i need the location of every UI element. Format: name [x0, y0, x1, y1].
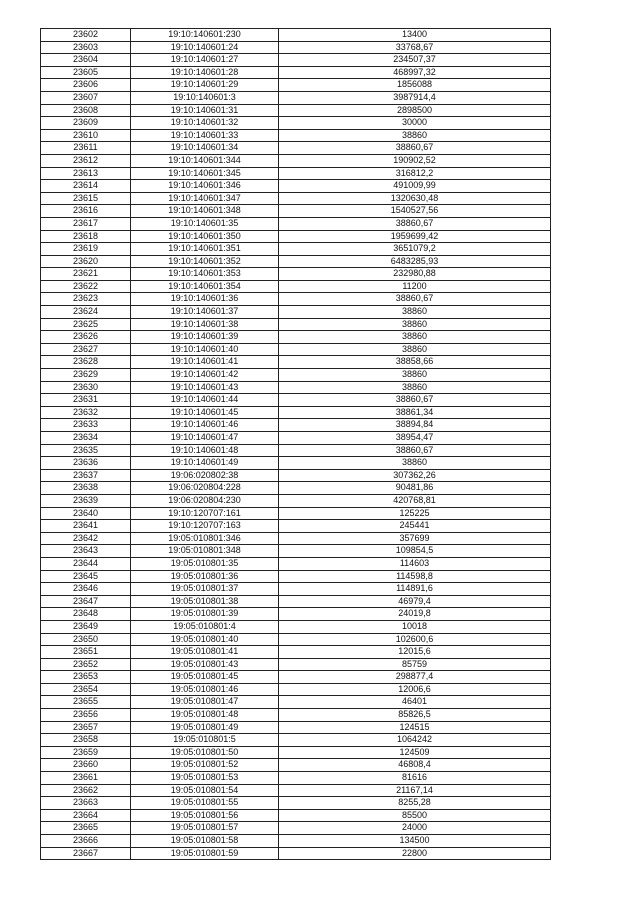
- cadastral-number-cell: 19:10:140601:35: [131, 217, 279, 230]
- row-number-cell: 23641: [41, 520, 131, 533]
- cadastral-number-cell: 19:05:010801:37: [131, 583, 279, 596]
- row-number-cell: 23639: [41, 494, 131, 507]
- value-cell: 102600,6: [279, 633, 551, 646]
- row-number-cell: 23656: [41, 709, 131, 722]
- cadastral-number-cell: 19:10:140601:348: [131, 205, 279, 218]
- table-row: [41, 759, 551, 772]
- cadastral-number-cell: 19:06:020804:230: [131, 494, 279, 507]
- row-number-cell: 23622: [41, 280, 131, 293]
- table-row: [41, 306, 551, 319]
- cadastral-number-cell: 19:10:140601:3: [131, 91, 279, 104]
- row-number-cell: 23644: [41, 557, 131, 570]
- value-cell: 232980,88: [279, 268, 551, 281]
- table-row: [41, 104, 551, 117]
- value-cell: 1320630,48: [279, 192, 551, 205]
- value-cell: 38860: [279, 318, 551, 331]
- row-number-cell: 23660: [41, 759, 131, 772]
- row-number-cell: 23651: [41, 646, 131, 659]
- value-cell: 1856088: [279, 79, 551, 92]
- row-number-cell: 23646: [41, 583, 131, 596]
- table-row: [41, 293, 551, 306]
- table-row: [41, 809, 551, 822]
- value-cell: 30000: [279, 117, 551, 130]
- cadastral-number-cell: 19:10:140601:39: [131, 331, 279, 344]
- value-cell: 12015,6: [279, 646, 551, 659]
- cadastral-number-cell: 19:05:010801:57: [131, 822, 279, 835]
- row-number-cell: 23627: [41, 343, 131, 356]
- value-cell: 1540527,56: [279, 205, 551, 218]
- table-row: [41, 230, 551, 243]
- table-row: [41, 583, 551, 596]
- table-row: [41, 457, 551, 470]
- value-cell: 46808,4: [279, 759, 551, 772]
- row-number-cell: 23654: [41, 683, 131, 696]
- value-cell: 1064242: [279, 734, 551, 747]
- cadastral-number-cell: 19:05:010801:38: [131, 595, 279, 608]
- value-cell: 38860: [279, 331, 551, 344]
- value-cell: 85826,5: [279, 709, 551, 722]
- row-number-cell: 23617: [41, 217, 131, 230]
- value-cell: 81616: [279, 772, 551, 785]
- row-number-cell: 23657: [41, 721, 131, 734]
- row-number-cell: 23640: [41, 507, 131, 520]
- value-cell: 85500: [279, 809, 551, 822]
- value-cell: 134500: [279, 835, 551, 848]
- value-cell: 38861,34: [279, 406, 551, 419]
- table-row: [41, 482, 551, 495]
- cadastral-number-cell: 19:10:140601:353: [131, 268, 279, 281]
- row-number-cell: 23607: [41, 91, 131, 104]
- table-row: [41, 646, 551, 659]
- table-row: [41, 154, 551, 167]
- table-row: [41, 520, 551, 533]
- cadastral-number-cell: 19:10:140601:346: [131, 180, 279, 193]
- row-number-cell: 23604: [41, 54, 131, 67]
- table-row: [41, 822, 551, 835]
- cadastral-number-cell: 19:10:140601:350: [131, 230, 279, 243]
- row-number-cell: 23667: [41, 847, 131, 860]
- row-number-cell: 23666: [41, 835, 131, 848]
- row-number-cell: 23613: [41, 167, 131, 180]
- row-number-cell: 23647: [41, 595, 131, 608]
- value-cell: 22800: [279, 847, 551, 860]
- table-row: [41, 180, 551, 193]
- value-cell: 298877,4: [279, 671, 551, 684]
- value-cell: 38860: [279, 457, 551, 470]
- cadastral-number-cell: 19:10:140601:347: [131, 192, 279, 205]
- row-number-cell: 23664: [41, 809, 131, 822]
- table-row: [41, 280, 551, 293]
- cadastral-number-cell: 19:10:140601:38: [131, 318, 279, 331]
- value-cell: 316812,2: [279, 167, 551, 180]
- row-number-cell: 23606: [41, 79, 131, 92]
- cadastral-number-cell: 19:05:010801:47: [131, 696, 279, 709]
- row-number-cell: 23635: [41, 444, 131, 457]
- table-row: [41, 469, 551, 482]
- value-cell: 38860: [279, 306, 551, 319]
- value-cell: 125225: [279, 507, 551, 520]
- table-row: [41, 381, 551, 394]
- table-row: [41, 658, 551, 671]
- cadastral-number-cell: 19:05:010801:35: [131, 557, 279, 570]
- cadastral-number-cell: 19:10:140601:48: [131, 444, 279, 457]
- row-number-cell: 23602: [41, 29, 131, 42]
- table-row: [41, 142, 551, 155]
- value-cell: 114891,6: [279, 583, 551, 596]
- row-number-cell: 23637: [41, 469, 131, 482]
- table-row: [41, 709, 551, 722]
- cadastral-number-cell: 19:10:140601:345: [131, 167, 279, 180]
- table-row: [41, 608, 551, 621]
- value-cell: 38860,67: [279, 142, 551, 155]
- table-row: [41, 847, 551, 860]
- row-number-cell: 23618: [41, 230, 131, 243]
- table-row: [41, 217, 551, 230]
- row-number-cell: 23611: [41, 142, 131, 155]
- value-cell: 38860: [279, 369, 551, 382]
- cadastral-number-cell: 19:10:140601:42: [131, 369, 279, 382]
- cadastral-number-cell: 19:05:010801:55: [131, 797, 279, 810]
- row-number-cell: 23605: [41, 66, 131, 79]
- row-number-cell: 23650: [41, 633, 131, 646]
- row-number-cell: 23632: [41, 406, 131, 419]
- value-cell: 90481,86: [279, 482, 551, 495]
- row-number-cell: 23621: [41, 268, 131, 281]
- value-cell: 38954,47: [279, 432, 551, 445]
- cadastral-number-cell: 19:10:140601:34: [131, 142, 279, 155]
- cadastral-number-cell: 19:05:010801:5: [131, 734, 279, 747]
- value-cell: 85759: [279, 658, 551, 671]
- value-cell: 38858,66: [279, 356, 551, 369]
- row-number-cell: 23626: [41, 331, 131, 344]
- table-row: [41, 343, 551, 356]
- value-cell: 245441: [279, 520, 551, 533]
- value-cell: 38860: [279, 343, 551, 356]
- value-cell: 3651079,2: [279, 243, 551, 256]
- table-row: [41, 784, 551, 797]
- cadastral-number-cell: 19:05:010801:43: [131, 658, 279, 671]
- row-number-cell: 23615: [41, 192, 131, 205]
- table-row: [41, 205, 551, 218]
- cadastral-number-cell: 19:10:140601:28: [131, 66, 279, 79]
- table-row: [41, 746, 551, 759]
- cadastral-number-cell: 19:10:140601:230: [131, 29, 279, 42]
- cadastral-number-cell: 19:05:010801:52: [131, 759, 279, 772]
- cadastral-number-cell: 19:10:140601:46: [131, 419, 279, 432]
- row-number-cell: 23652: [41, 658, 131, 671]
- table-row: [41, 683, 551, 696]
- value-cell: 3987914,4: [279, 91, 551, 104]
- value-cell: 124515: [279, 721, 551, 734]
- row-number-cell: 23645: [41, 570, 131, 583]
- cadastral-number-cell: 19:05:010801:346: [131, 532, 279, 545]
- table-row: [41, 66, 551, 79]
- value-cell: 38860,67: [279, 444, 551, 457]
- cadastral-number-cell: 19:10:140601:33: [131, 129, 279, 142]
- cadastral-number-cell: 19:10:140601:44: [131, 394, 279, 407]
- cadastral-number-cell: 19:05:010801:48: [131, 709, 279, 722]
- value-cell: 6483285,93: [279, 255, 551, 268]
- row-number-cell: 23648: [41, 608, 131, 621]
- row-number-cell: 23612: [41, 154, 131, 167]
- table-row: [41, 331, 551, 344]
- row-number-cell: 23625: [41, 318, 131, 331]
- row-number-cell: 23619: [41, 243, 131, 256]
- cadastral-number-cell: 19:10:140601:29: [131, 79, 279, 92]
- cadastral-number-cell: 19:10:140601:47: [131, 432, 279, 445]
- table-row: [41, 721, 551, 734]
- table-row: [41, 570, 551, 583]
- cadastral-number-cell: 19:10:140601:24: [131, 41, 279, 54]
- table-row: [41, 394, 551, 407]
- table-row: [41, 406, 551, 419]
- value-cell: 38860,67: [279, 293, 551, 306]
- row-number-cell: 23661: [41, 772, 131, 785]
- cadastral-number-cell: 19:10:140601:36: [131, 293, 279, 306]
- cadastral-number-cell: 19:10:140601:354: [131, 280, 279, 293]
- cadastral-number-cell: 19:05:010801:4: [131, 620, 279, 633]
- value-cell: 11200: [279, 280, 551, 293]
- row-number-cell: 23643: [41, 545, 131, 558]
- table-row: [41, 835, 551, 848]
- cadastral-number-cell: 19:10:140601:27: [131, 54, 279, 67]
- value-cell: 420768,81: [279, 494, 551, 507]
- table-row: [41, 356, 551, 369]
- table-row: [41, 797, 551, 810]
- cadastral-number-cell: 19:10:140601:43: [131, 381, 279, 394]
- table-row: [41, 671, 551, 684]
- cadastral-number-cell: 19:05:010801:58: [131, 835, 279, 848]
- table-row: [41, 54, 551, 67]
- table-row: [41, 79, 551, 92]
- value-cell: 1959699,42: [279, 230, 551, 243]
- value-cell: 46979,4: [279, 595, 551, 608]
- value-cell: 468997,32: [279, 66, 551, 79]
- row-number-cell: 23636: [41, 457, 131, 470]
- row-number-cell: 23633: [41, 419, 131, 432]
- value-cell: 46401: [279, 696, 551, 709]
- table-row: [41, 557, 551, 570]
- row-number-cell: 23608: [41, 104, 131, 117]
- cadastral-number-cell: 19:10:120707:163: [131, 520, 279, 533]
- table-row: [41, 620, 551, 633]
- cadastral-number-cell: 19:05:010801:49: [131, 721, 279, 734]
- row-number-cell: 23659: [41, 746, 131, 759]
- cadastral-number-cell: 19:10:140601:351: [131, 243, 279, 256]
- table-row: [41, 255, 551, 268]
- cadastral-number-cell: 19:05:010801:40: [131, 633, 279, 646]
- value-cell: 114598,8: [279, 570, 551, 583]
- cadastral-number-cell: 19:06:020802:38: [131, 469, 279, 482]
- table-row: [41, 318, 551, 331]
- value-cell: 12006,6: [279, 683, 551, 696]
- cadastral-number-cell: 19:10:140601:352: [131, 255, 279, 268]
- row-number-cell: 23609: [41, 117, 131, 130]
- row-number-cell: 23629: [41, 369, 131, 382]
- table-row: [41, 532, 551, 545]
- table-row: [41, 696, 551, 709]
- value-cell: 114603: [279, 557, 551, 570]
- row-number-cell: 23603: [41, 41, 131, 54]
- table-row: [41, 432, 551, 445]
- table-row: [41, 419, 551, 432]
- table-row: [41, 734, 551, 747]
- table-row: [41, 507, 551, 520]
- value-cell: 38894,84: [279, 419, 551, 432]
- table-row: [41, 545, 551, 558]
- value-cell: 357699: [279, 532, 551, 545]
- cadastral-number-cell: 19:06:020804:228: [131, 482, 279, 495]
- row-number-cell: 23623: [41, 293, 131, 306]
- cadastral-number-cell: 19:10:140601:49: [131, 457, 279, 470]
- value-cell: 38860: [279, 129, 551, 142]
- cadastral-number-cell: 19:05:010801:56: [131, 809, 279, 822]
- row-number-cell: 23662: [41, 784, 131, 797]
- value-cell: 10018: [279, 620, 551, 633]
- row-number-cell: 23655: [41, 696, 131, 709]
- value-cell: 21167,14: [279, 784, 551, 797]
- row-number-cell: 23653: [41, 671, 131, 684]
- value-cell: 24019,8: [279, 608, 551, 621]
- cadastral-number-cell: 19:05:010801:41: [131, 646, 279, 659]
- table-row: [41, 117, 551, 130]
- value-cell: 38860,67: [279, 217, 551, 230]
- table-row: [41, 494, 551, 507]
- value-cell: 2898500: [279, 104, 551, 117]
- value-cell: 124509: [279, 746, 551, 759]
- value-cell: 307362,26: [279, 469, 551, 482]
- row-number-cell: 23628: [41, 356, 131, 369]
- data-table: [40, 28, 551, 860]
- cadastral-number-cell: 19:10:140601:41: [131, 356, 279, 369]
- row-number-cell: 23620: [41, 255, 131, 268]
- cadastral-number-cell: 19:10:140601:31: [131, 104, 279, 117]
- cadastral-number-cell: 19:05:010801:54: [131, 784, 279, 797]
- table-row: [41, 444, 551, 457]
- table-row: [41, 29, 551, 42]
- row-number-cell: 23649: [41, 620, 131, 633]
- value-cell: 33768,67: [279, 41, 551, 54]
- table-body: [41, 29, 551, 860]
- table-row: [41, 129, 551, 142]
- row-number-cell: 23642: [41, 532, 131, 545]
- cadastral-number-cell: 19:10:140601:32: [131, 117, 279, 130]
- value-cell: 190902,52: [279, 154, 551, 167]
- table-row: [41, 633, 551, 646]
- cadastral-number-cell: 19:10:140601:45: [131, 406, 279, 419]
- value-cell: 38860: [279, 381, 551, 394]
- cadastral-number-cell: 19:05:010801:348: [131, 545, 279, 558]
- row-number-cell: 23634: [41, 432, 131, 445]
- row-number-cell: 23616: [41, 205, 131, 218]
- cadastral-number-cell: 19:05:010801:39: [131, 608, 279, 621]
- row-number-cell: 23614: [41, 180, 131, 193]
- value-cell: 109854,5: [279, 545, 551, 558]
- value-cell: 8255,28: [279, 797, 551, 810]
- table-row: [41, 595, 551, 608]
- row-number-cell: 23631: [41, 394, 131, 407]
- cadastral-number-cell: 19:05:010801:36: [131, 570, 279, 583]
- table-row: [41, 192, 551, 205]
- cadastral-number-cell: 19:10:120707:161: [131, 507, 279, 520]
- cadastral-number-cell: 19:05:010801:50: [131, 746, 279, 759]
- value-cell: 234507,37: [279, 54, 551, 67]
- row-number-cell: 23663: [41, 797, 131, 810]
- value-cell: 24000: [279, 822, 551, 835]
- row-number-cell: 23630: [41, 381, 131, 394]
- table-row: [41, 369, 551, 382]
- cadastral-number-cell: 19:10:140601:40: [131, 343, 279, 356]
- value-cell: 491009,99: [279, 180, 551, 193]
- cadastral-number-cell: 19:05:010801:45: [131, 671, 279, 684]
- row-number-cell: 23638: [41, 482, 131, 495]
- table-row: [41, 268, 551, 281]
- cadastral-number-cell: 19:10:140601:37: [131, 306, 279, 319]
- cadastral-number-cell: 19:05:010801:59: [131, 847, 279, 860]
- row-number-cell: 23610: [41, 129, 131, 142]
- value-cell: 13400: [279, 29, 551, 42]
- cadastral-number-cell: 19:05:010801:53: [131, 772, 279, 785]
- table-row: [41, 167, 551, 180]
- cadastral-number-cell: 19:10:140601:344: [131, 154, 279, 167]
- cadastral-number-cell: 19:05:010801:46: [131, 683, 279, 696]
- row-number-cell: 23658: [41, 734, 131, 747]
- table-row: [41, 772, 551, 785]
- table-row: [41, 243, 551, 256]
- value-cell: 38860,67: [279, 394, 551, 407]
- table-row: [41, 91, 551, 104]
- table-row: [41, 41, 551, 54]
- row-number-cell: 23624: [41, 306, 131, 319]
- row-number-cell: 23665: [41, 822, 131, 835]
